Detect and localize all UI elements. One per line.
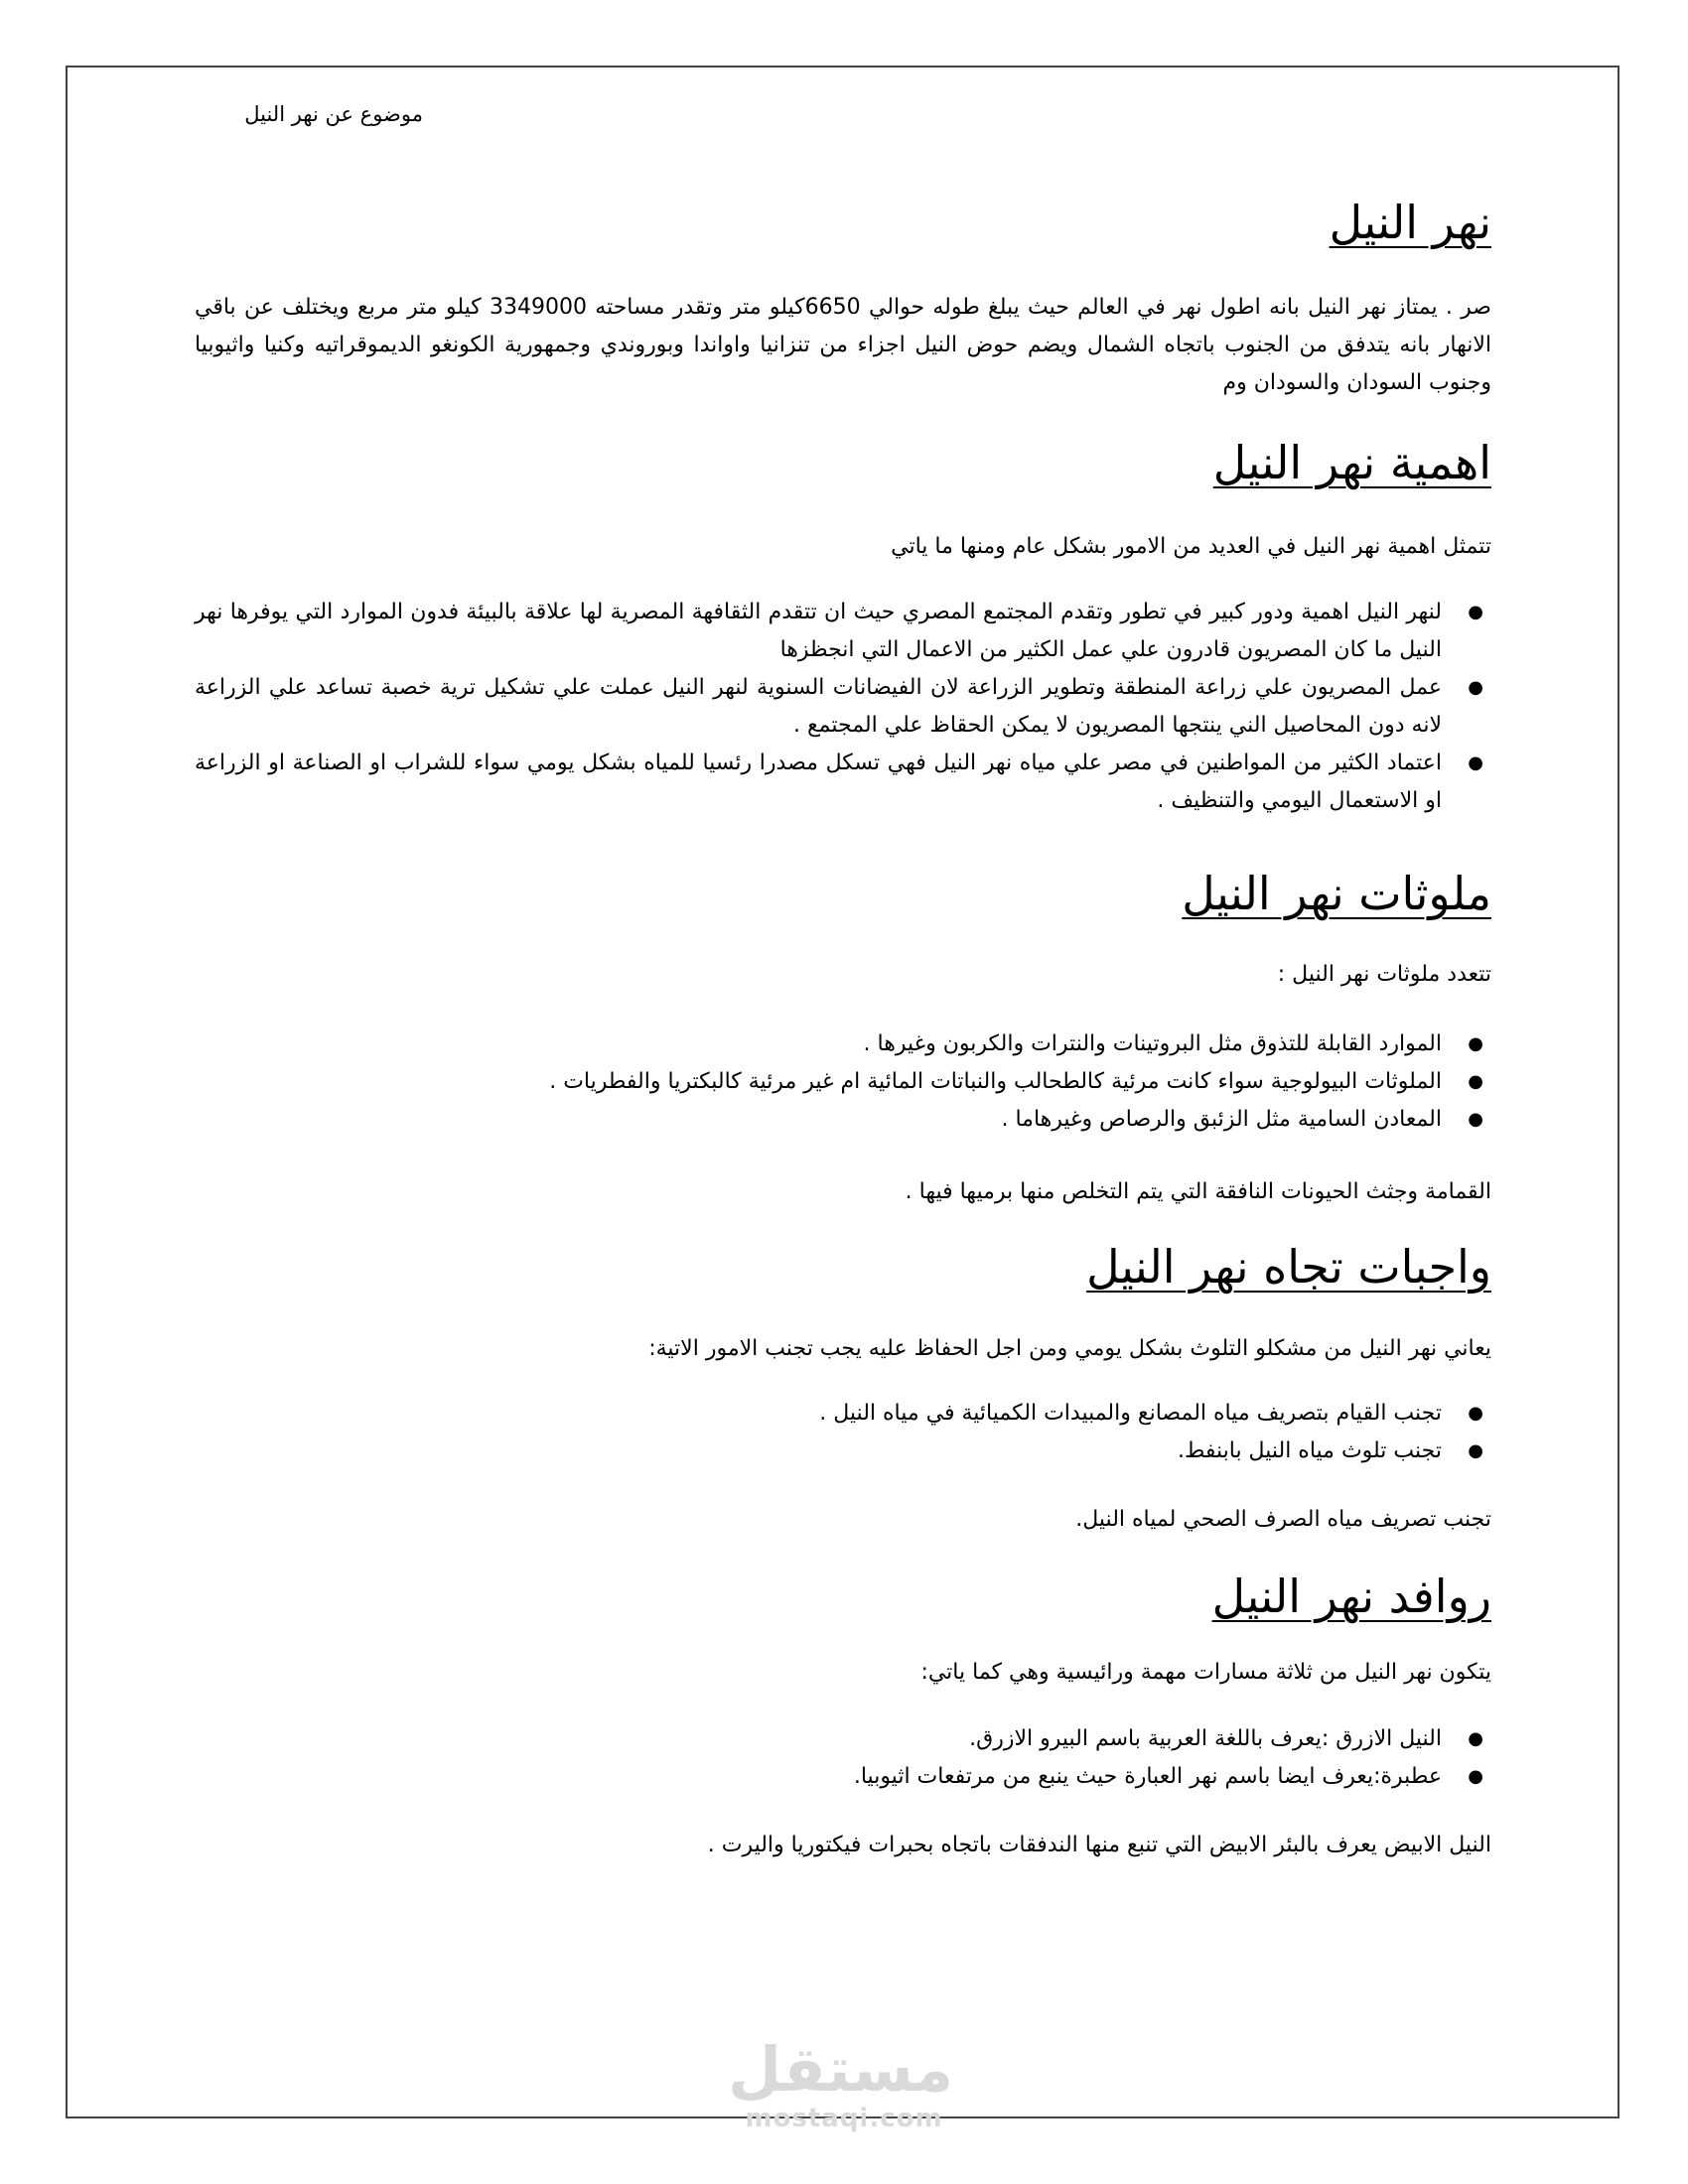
watermark-logo xyxy=(728,2033,953,2133)
section-title-importance: اهمية نهر النيل xyxy=(1212,436,1491,489)
duties-intro: يعاني نهر النيل من مشكلو التلوث بشكل يومي ومن اجل الحفاظ عليه يجب تجنب الامور الاتية: xyxy=(648,1336,1491,1361)
list-item: ● لنهر النيل اهمية ودور كبير في تطور وتقدم المجتمع المصري حيث ان تتقدم الثقافهة المصرية لها علاقة بالبيئة فدون الموارد التي يوفرها نهر النيل ما كان المصريون قادرون علي عمل الكثير من الاعمال التي انجظزها xyxy=(195,594,1491,669)
bullet-icon: ● xyxy=(1468,1766,1483,1787)
tributaries-list xyxy=(195,1720,1491,1796)
tributaries-intro: يتكون نهر النيل من ثلاثة مسارات مهمة ورائيسية وهي كما ياتي: xyxy=(920,1660,1491,1685)
document-header: موضوع عن نهر النيل xyxy=(244,102,423,126)
list-item: ● المعادن السامية مثل الزئبق والرصاص وغيرهاما . xyxy=(195,1101,1491,1139)
intro-paragraph: صر . يمتاز نهر النيل بانه اطول نهر في العالم حيث يبلغ طوله حوالي 6650كيلو متر وتقدر مساحته 3349000 كيلو متر مربع ويختلف عن باقي الانهار بانه يتدفق من الجنوب باتجاه الشمال ويضم حوض النيل اجزاء من تنزانيا واواندا وبوروندي وجمهورية الكونغو الديموقراتيه وكنيا واثيوبيا وجنوب السودان والسودان وم xyxy=(195,295,1491,395)
bullet-icon: ● xyxy=(1468,752,1483,773)
pollutants-outro: القمامة وجثث الحيونات النافقة التي يتم التخلص منها برميها فيها . xyxy=(905,1179,1491,1204)
list-item: ● الملوثات البيولوجية سواء كانت مرئية كالطحالب والنباتات المائية ام غير مرئية كالبكتريا والفطريات . xyxy=(195,1063,1491,1101)
section-title-pollutants: ملوثات نهر النيل xyxy=(1182,867,1491,920)
bullet-icon: ● xyxy=(1468,1440,1483,1461)
bullet-icon: ● xyxy=(1468,602,1483,622)
list-item: ● تجنب تلوث مياه النيل بابنفط. xyxy=(195,1433,1491,1470)
section-title-tributaries: روافد نهر النيل xyxy=(1211,1570,1491,1623)
list-item: ● الموارد القابلة للتذوق مثل البروتينات والنترات والكربون وغيرها . xyxy=(195,1025,1491,1063)
bullet-icon: ● xyxy=(1468,1071,1483,1092)
bullet-icon: ● xyxy=(1468,1403,1483,1424)
section-title-nile: نهر النيل xyxy=(1329,196,1491,249)
list-item: ● عمل المصريون علي زراعة المنطقة وتطوير الزراعة لان الفيضانات السنوية لنهر النيل عملت علي تشكيل ترية خصبة تساعد علي الزراعة لانه دون المحاصيل الني ينتجها المصريون لا يمكن الحقاظ علي المجتمع . xyxy=(195,669,1491,745)
pollutants-list xyxy=(195,1025,1491,1139)
watermark-latin: mostaqi.com xyxy=(745,2104,943,2133)
duties-outro: تجنب تصريف مياه الصرف الصحي لمياه النيل. xyxy=(1075,1507,1491,1532)
bullet-icon: ● xyxy=(1468,1033,1483,1054)
importance-list xyxy=(195,594,1491,820)
importance-intro: تتمثل اهمية نهر النيل في العديد من الامور بشكل عام ومنها ما ياتي xyxy=(891,534,1491,559)
tributaries-outro: النيل الابيض يعرف بالبئر الابيض التي تنبع منها الندفقات باتجاه بحبرات فيكتوريا واليرت . xyxy=(707,1833,1491,1857)
list-item: ● النيل الازرق :يعرف باللغة العربية باسم البيرو الازرق. xyxy=(195,1720,1491,1758)
bullet-icon: ● xyxy=(1468,1728,1483,1749)
section-title-duties: واجبات تجاه نهر النيل xyxy=(1086,1240,1491,1294)
watermark-arabic: مستقل xyxy=(728,2033,953,2106)
bullet-icon: ● xyxy=(1468,1109,1483,1130)
list-item: ● اعتماد الكثير من المواطنين في مصر علي مياه نهر النيل فهي تسكل مصدرا رئسيا للمياه بشكل يومي سواء للشراب او الصناعة او الزراعة او الاستعمال اليومي والتنظيف . xyxy=(195,745,1491,820)
duties-list xyxy=(195,1395,1491,1470)
pollutants-intro: تتعدد ملوثات نهر النيل : xyxy=(1277,962,1491,987)
list-item: ● تجنب القيام بتصريف مياه المصانع والمبيدات الكميائية في مياه النيل . xyxy=(195,1395,1491,1433)
bullet-icon: ● xyxy=(1468,677,1483,698)
list-item: ● عطبرة:يعرف ايضا باسم نهر العبارة حيث ينبع من مرتفعات اثيوبيا. xyxy=(195,1758,1491,1796)
